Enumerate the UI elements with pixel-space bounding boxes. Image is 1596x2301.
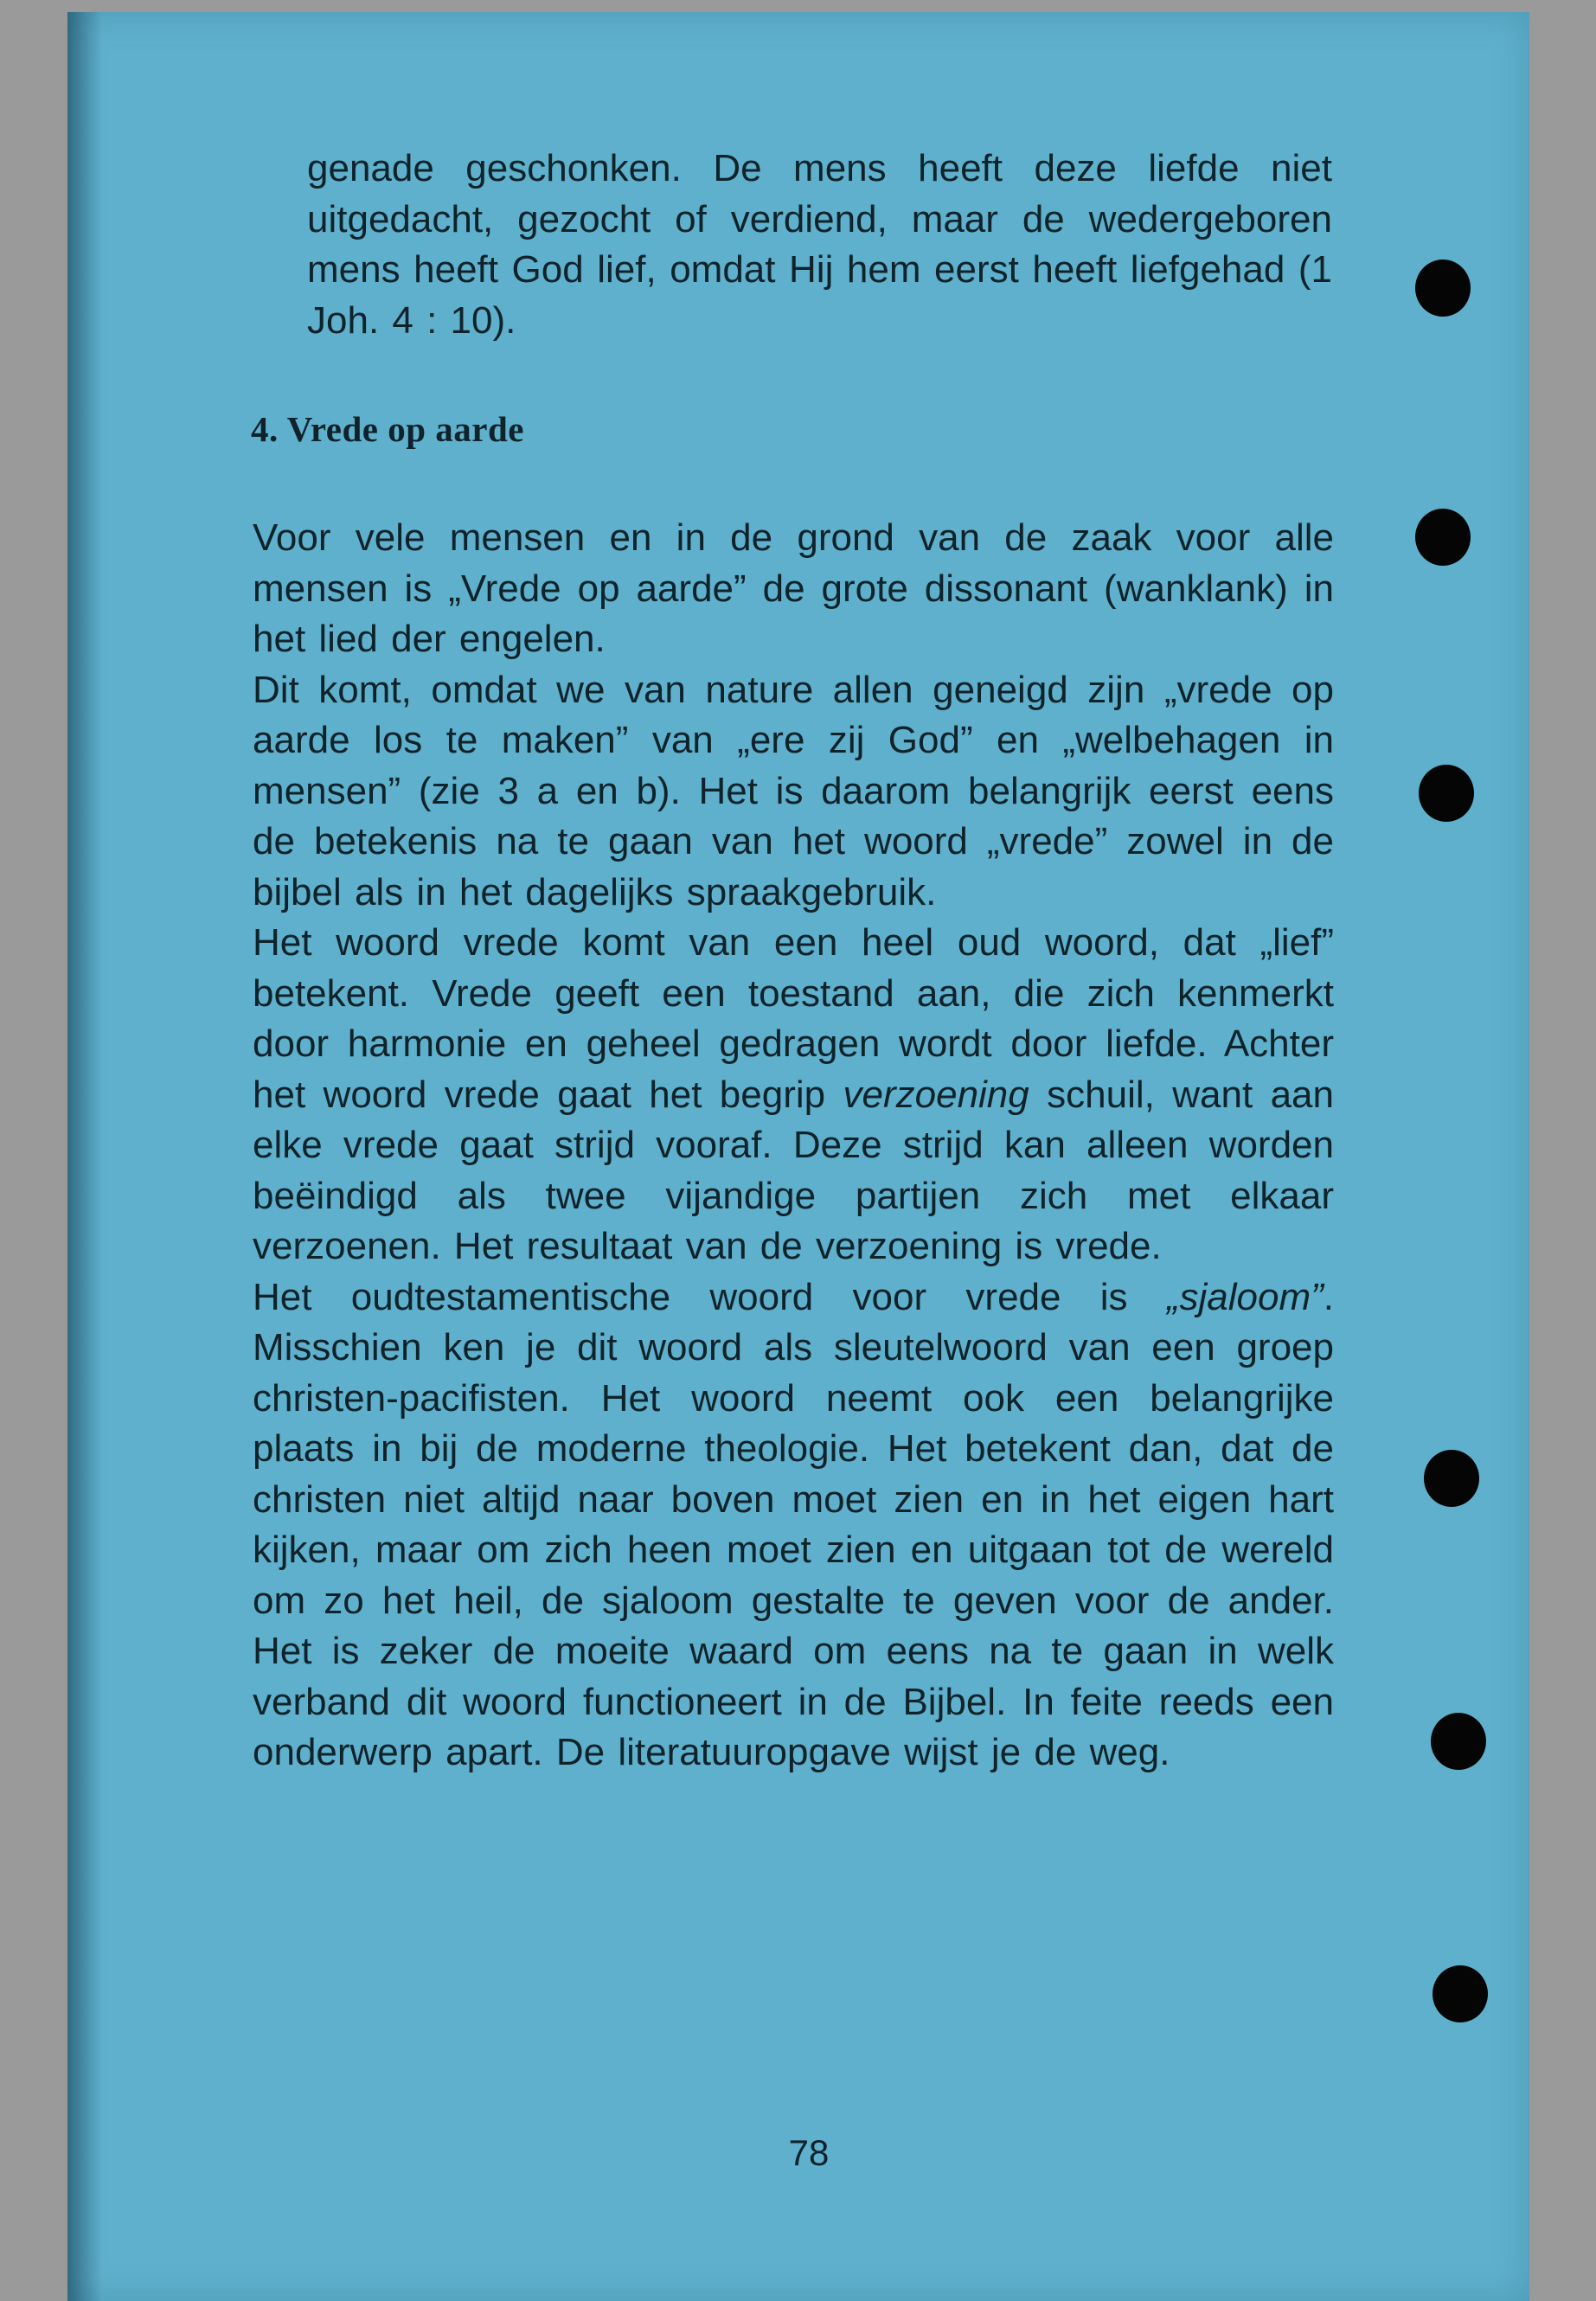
paragraph-2: Dit komt, omdat we van nature allen geneigd zijn „vrede op aarde los te maken” van „ere zij God” en „welbehagen in mensen” (zie 3 a en b). Het is daarom belangrijk eerst eens de betekenis na te gaan van het woord „vrede” zowel in de bijbel als in het dagelijks spraakgebruik. (253, 668, 1334, 913)
binder-hole (1433, 1965, 1488, 2022)
paragraph-1: Voor vele mensen en in de grond van de zaak voor alle mensen is „Vrede op aarde” de grote dissonant (wanklank) in het lied der engelen. (253, 516, 1334, 660)
page-number: 78 (788, 2132, 830, 2173)
continued-paragraph-text: genade geschonken. De mens heeft deze liefde niet uitgedacht, gezocht of verdiend, maar de wedergeboren mens heeft God lief, omdat Hij hem eerst heeft liefgehad (1 Joh. 4 : 10). (307, 147, 1332, 342)
paragraph-4 (253, 1272, 1334, 1779)
continued-paragraph (307, 144, 1332, 346)
paragraph-3-emphasis: verzoening (843, 1073, 1029, 1116)
section-heading: 4. Vrede op aarde (251, 409, 524, 449)
binder-hole (1415, 260, 1471, 317)
binder-hole (1424, 1450, 1479, 1507)
section-body (253, 513, 1334, 1779)
paragraph-4-text-b: . Misschien ken je dit woord als sleutelwoord van een groep christen-pacifisten. Het woord neemt ook een belangrijke plaats in bij de moderne theologie. Het betekent dan, dat de christen niet altijd naar boven moet zien en in het eigen hart kijken, maar om zich heen moet zien en uitgaan tot de wereld om zo het heil, de sjaloom gestalte te geven voor de ander. Het is zeker de moeite waard om eens na te gaan in welk verband dit woord functioneert in de Bijbel. In feite reeds een onderwerp apart. De literatuuropgave wijst je de weg. (253, 1275, 1334, 1773)
paragraph-3-text-b: schuil, want aan elke vrede gaat strijd vooraf. Deze strijd kan alleen worden beëindigd als twee vijandige partijen zich met elkaar verzoenen. Het resultaat van de verzoening is vrede. (253, 1073, 1334, 1267)
paragraph-3-text-a: Het woord vrede komt van een heel oud woord, dat „lief” betekent. Vrede geeft een toestand aan, die zich kenmerkt door harmonie en geheel gedragen wordt door liefde. Achter het woord vrede gaat het begrip (253, 921, 1334, 1116)
binder-hole (1431, 1713, 1486, 1770)
page-edge-shadow (67, 12, 102, 2301)
binder-hole (1415, 509, 1471, 566)
paragraph-4-text-a: Het oudtestamentische woord voor vrede is (253, 1275, 1167, 1318)
paragraph-3 (253, 918, 1334, 1272)
binder-hole (1419, 765, 1474, 822)
paragraph-4-emphasis: „sjaloom” (1166, 1275, 1324, 1318)
